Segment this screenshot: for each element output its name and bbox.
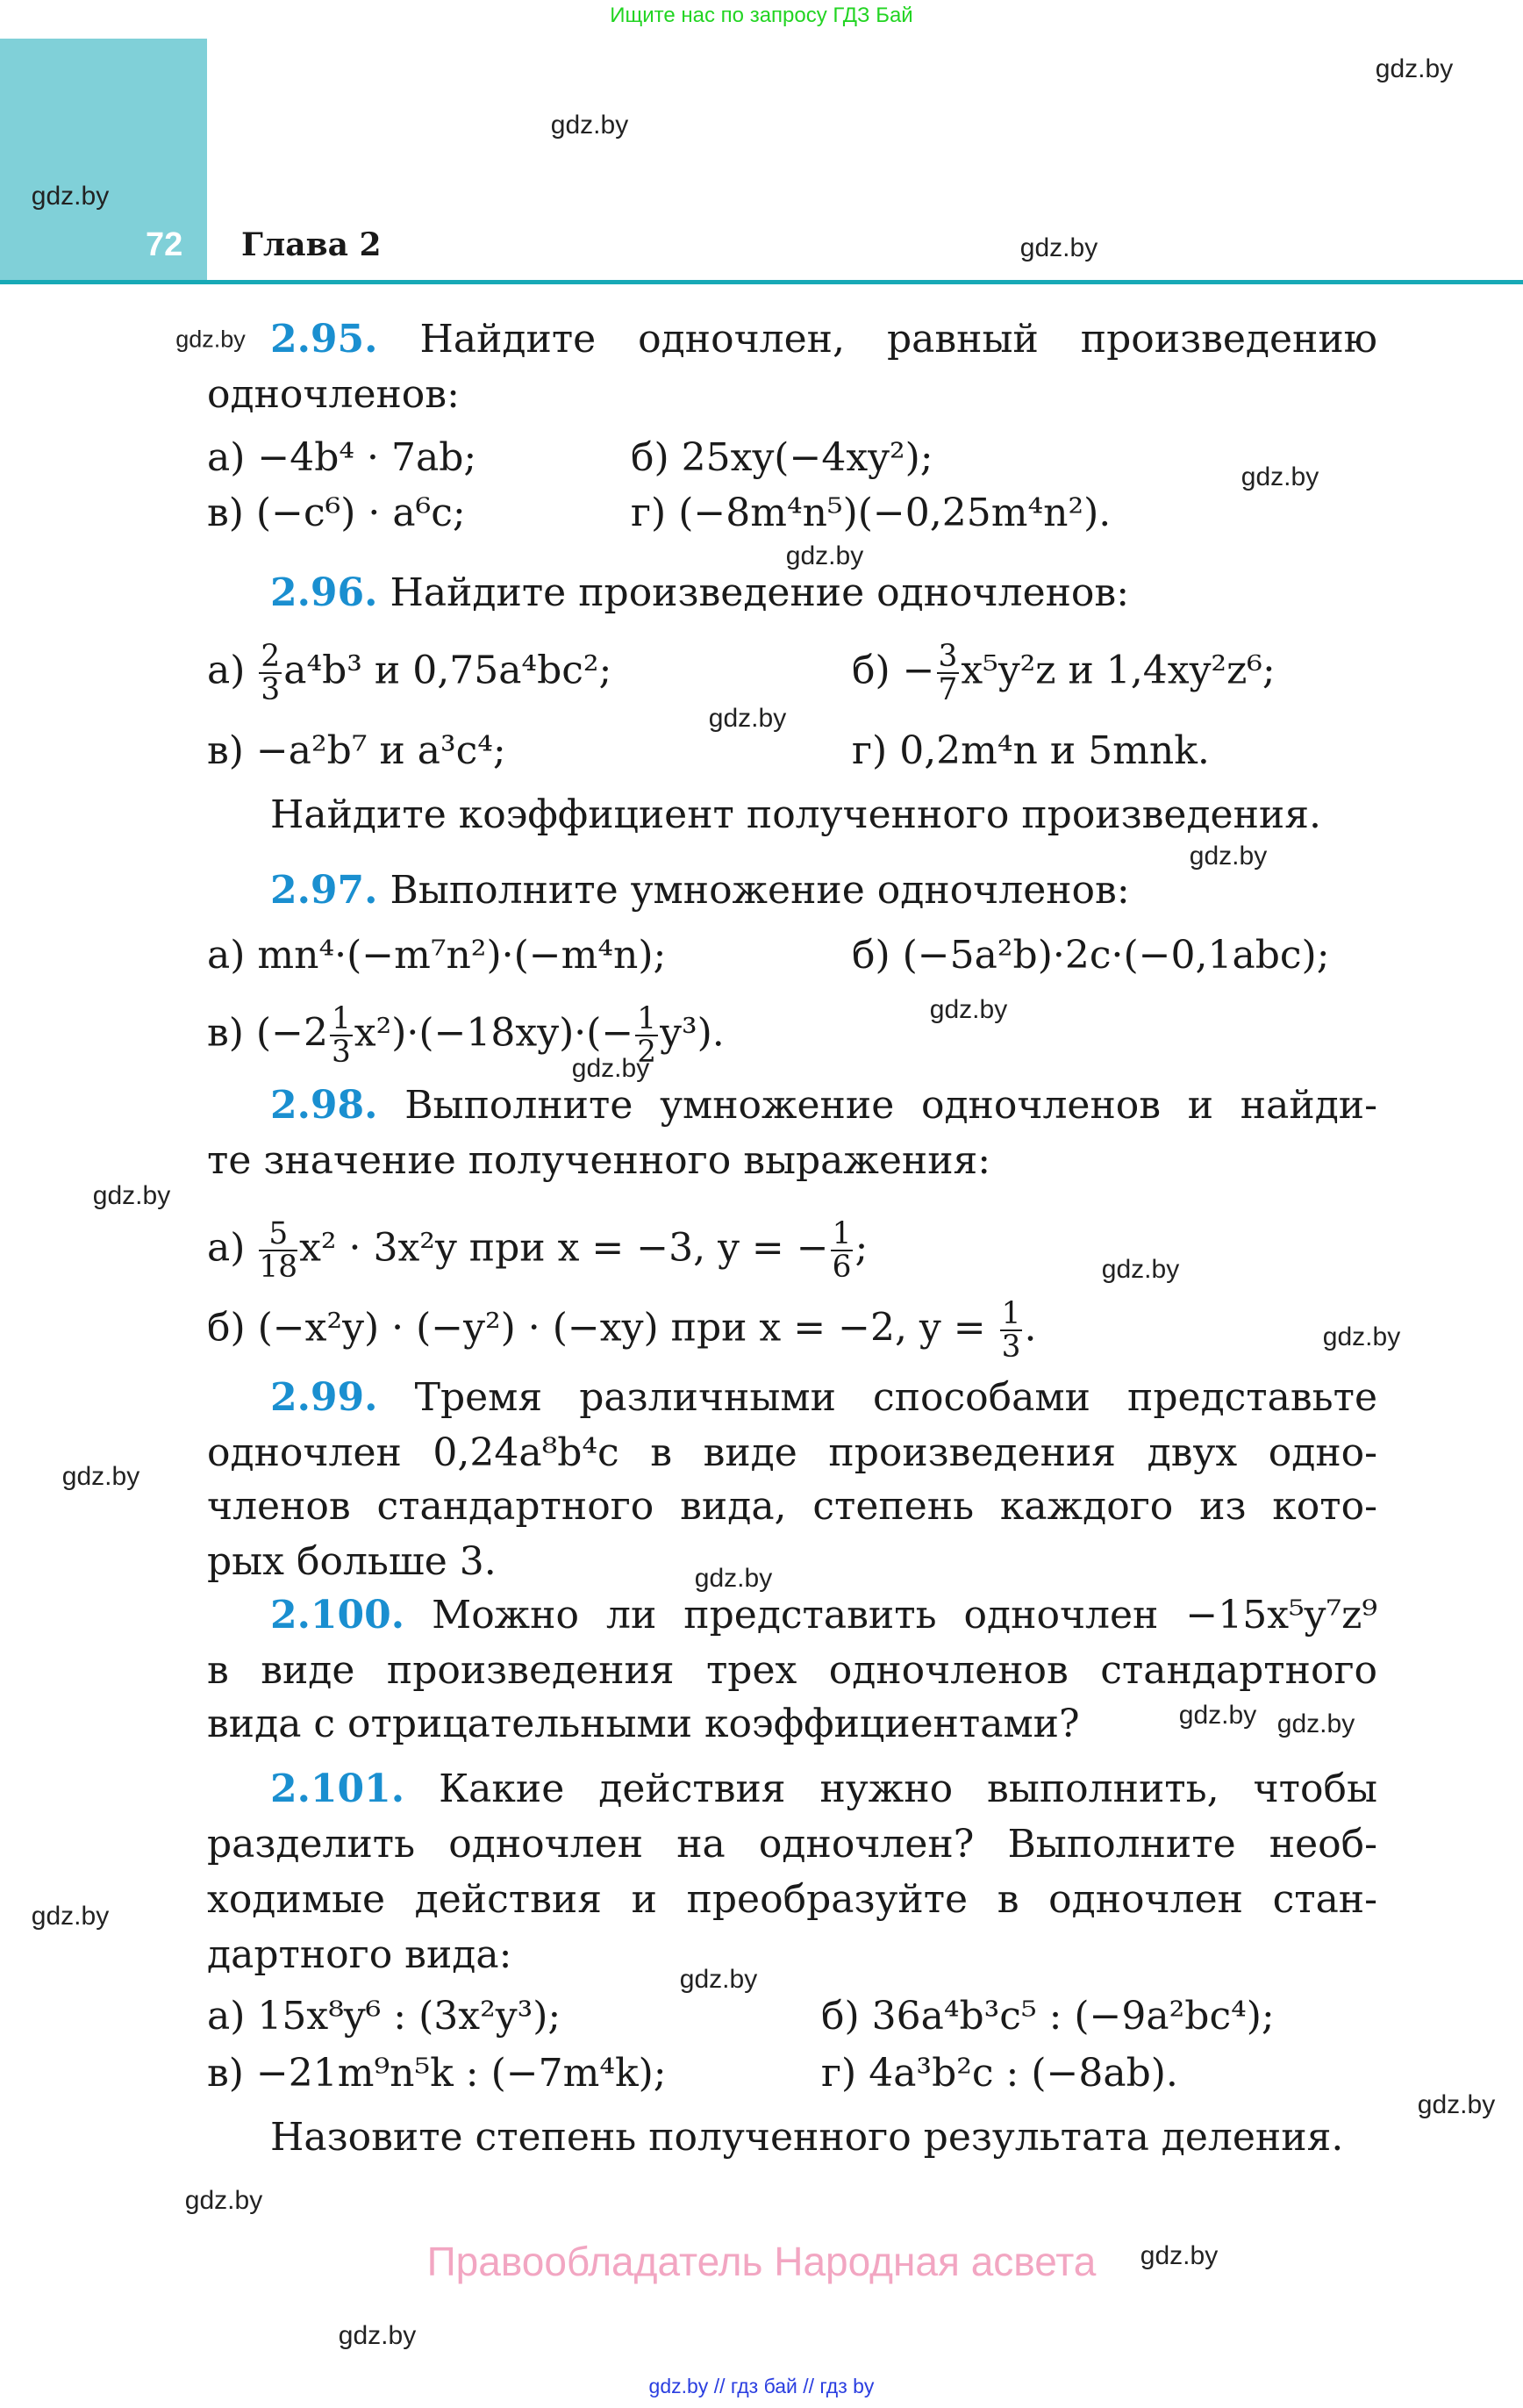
numerator: 1 xyxy=(331,1001,351,1036)
problem-2-100-line1 xyxy=(270,1593,1377,1638)
watermark: gdz.by xyxy=(31,182,110,211)
item-g: г) 0,2m⁴n и 5mnk. xyxy=(852,728,1210,773)
problem-2-97-title xyxy=(270,868,1130,914)
problem-text: Выполните умножение одночленов и найди- xyxy=(404,1083,1377,1128)
problem-text: одночлен 0,24a⁸b⁴c в виде произведения двух одно- xyxy=(207,1430,1377,1475)
denominator: 18 xyxy=(259,1250,298,1286)
item-v: в) −a²b⁷ и a³c⁴; xyxy=(207,728,506,773)
item-expr: x²)·(−18xy)·(− xyxy=(354,1010,634,1056)
denominator: 3 xyxy=(331,1035,351,1071)
problem-number: 2.96. xyxy=(270,570,378,615)
watermark: gdz.by xyxy=(1375,54,1454,83)
problem-2-96-title xyxy=(270,570,1129,616)
denominator: 7 xyxy=(938,672,958,708)
problem-text: Тремя различными способами представьте xyxy=(414,1375,1377,1420)
item-expr: y³). xyxy=(660,1010,725,1056)
watermark: gdz.by xyxy=(1178,1701,1257,1730)
problem-text: разделить одночлен на одночлен? Выполните необ- xyxy=(207,1822,1377,1867)
problem-note: Назовите степень полученного результата деления. xyxy=(270,2115,1344,2160)
item-expr: a⁴b³ и 0,75a⁴bc²; xyxy=(283,648,612,693)
problem-text: те значение полученного выражения: xyxy=(207,1138,991,1183)
problem-2-101-line1 xyxy=(270,1767,1377,1812)
fraction xyxy=(330,1001,353,1071)
item-a xyxy=(207,1216,869,1286)
watermark: gdz.by xyxy=(679,1965,758,1994)
watermark: gdz.by xyxy=(175,326,246,353)
item-expr: . xyxy=(1024,1305,1037,1351)
watermark: gdz.by xyxy=(31,1902,110,1931)
problem-text: рых больше 3. xyxy=(207,1539,497,1584)
footer-links[interactable]: gdz.by // гдз бай // гдз by xyxy=(648,2375,875,2397)
problem-text: в виде произведения трех одночленов стандартного xyxy=(207,1648,1377,1693)
problem-number: 2.95. xyxy=(270,317,378,362)
fraction xyxy=(937,641,960,706)
item-b: б) 25xy(−4xy²); xyxy=(631,435,933,480)
watermark: gdz.by xyxy=(1241,462,1319,491)
item-g: г) (−8m⁴n⁵)(−0,25m⁴n²). xyxy=(631,491,1112,535)
watermark: gdz.by xyxy=(1417,2090,1496,2119)
problem-number: 2.101. xyxy=(270,1767,405,1811)
item-label: а) xyxy=(207,1225,246,1271)
fraction xyxy=(259,641,282,706)
watermark: gdz.by xyxy=(92,1181,171,1210)
denominator: 2 xyxy=(637,1035,657,1071)
numerator: 1 xyxy=(1001,1296,1021,1331)
header-rule xyxy=(0,280,1523,284)
watermark: gdz.by xyxy=(1140,2241,1219,2270)
numerator: 1 xyxy=(832,1216,852,1251)
watermark: gdz.by xyxy=(694,1564,773,1593)
numerator: 1 xyxy=(637,1001,657,1036)
top-banner[interactable]: Ищите нас по запросу ГДЗ Бай xyxy=(610,4,913,27)
item-label: б) − xyxy=(852,648,935,693)
problem-text: одночленов: xyxy=(207,372,460,417)
watermark: gdz.by xyxy=(1276,1709,1355,1738)
item-b xyxy=(207,1296,1037,1365)
watermark: gdz.by xyxy=(1322,1322,1401,1351)
problem-text: Найдите одночлен, равный произведению xyxy=(419,317,1377,362)
watermark: gdz.by xyxy=(184,2186,263,2215)
fraction xyxy=(831,1216,854,1286)
watermark: gdz.by xyxy=(1101,1255,1180,1284)
item-b: б) 36a⁴b³c⁵ : (−9a²bc⁴); xyxy=(821,1994,1275,2039)
fraction xyxy=(1000,1298,1023,1363)
problem-note: Найдите коэффициент полученного произведения. xyxy=(270,792,1321,837)
problem-2-99-line1 xyxy=(270,1375,1377,1421)
item-expr: x² · 3x²y при x = −3, y = − xyxy=(299,1225,829,1271)
watermark: gdz.by xyxy=(61,1462,140,1491)
fraction xyxy=(259,1216,298,1286)
watermark: gdz.by xyxy=(708,704,787,733)
watermark: gdz.by xyxy=(550,111,629,140)
item-a: а) mn⁴·(−m⁷n²)·(−m⁴n); xyxy=(207,933,667,978)
item-v: в) −21m⁹n⁵k : (−7m⁴k); xyxy=(207,2051,667,2096)
watermark: gdz.by xyxy=(571,1054,650,1083)
item-g: г) 4a³b²c : (−8ab). xyxy=(821,2051,1178,2096)
watermark: gdz.by xyxy=(338,2321,417,2350)
problem-text: вида с отрицательными коэффициентами? xyxy=(207,1702,1080,1746)
problem-text: Выполните умножение одночленов: xyxy=(390,868,1130,913)
problem-number: 2.99. xyxy=(270,1375,378,1420)
problem-text: Можно ли представить одночлен −15x⁵y⁷z⁹ xyxy=(432,1593,1377,1638)
problem-text: дартного вида: xyxy=(207,1932,512,1977)
item-b xyxy=(852,639,1276,708)
problem-text: Найдите произведение одночленов: xyxy=(390,570,1130,615)
item-a: а) −4b⁴ · 7ab; xyxy=(207,435,477,480)
page-number: 72 xyxy=(146,226,183,263)
watermark: gdz.by xyxy=(785,541,864,570)
problem-2-98-line1 xyxy=(270,1083,1377,1129)
item-expr: x⁵y²z и 1,4xy²z⁶; xyxy=(961,648,1276,693)
item-expr: б) (−x²y) · (−y²) · (−xy) при x = −2, y = xyxy=(207,1305,998,1351)
chapter-title: Глава 2 xyxy=(241,226,382,263)
watermark: gdz.by xyxy=(929,995,1008,1024)
item-label: в) (−2 xyxy=(207,1010,328,1056)
item-label: а) xyxy=(207,648,246,693)
problem-text: ходимые действия и преобразуйте в одночлен стан- xyxy=(207,1877,1377,1922)
item-expr: ; xyxy=(854,1225,869,1271)
problem-number: 2.97. xyxy=(270,868,378,913)
watermark: gdz.by xyxy=(1019,233,1098,262)
problem-text: членов стандартного вида, степень каждого из кото- xyxy=(207,1484,1377,1529)
item-v: в) (−c⁶) · a⁶c; xyxy=(207,491,466,535)
denominator: 3 xyxy=(1001,1329,1021,1365)
problem-number: 2.100. xyxy=(270,1593,405,1638)
numerator: 3 xyxy=(938,639,958,674)
item-b: б) (−5a²b)·2c·(−0,1abc); xyxy=(852,933,1330,978)
problem-number: 2.98. xyxy=(270,1083,378,1128)
item-a: а) 15x⁸y⁶ : (3x²y³); xyxy=(207,1994,561,2039)
denominator: 3 xyxy=(261,672,281,708)
denominator: 6 xyxy=(832,1250,852,1286)
numerator: 2 xyxy=(261,639,281,674)
item-a xyxy=(207,639,612,708)
copyright-notice: Правообладатель Народная асвета xyxy=(426,2239,1097,2284)
numerator: 5 xyxy=(259,1218,297,1251)
problem-2-95-line1 xyxy=(270,317,1377,362)
watermark: gdz.by xyxy=(1189,842,1268,871)
problem-text: Какие действия нужно выполнить, чтобы xyxy=(439,1767,1377,1811)
